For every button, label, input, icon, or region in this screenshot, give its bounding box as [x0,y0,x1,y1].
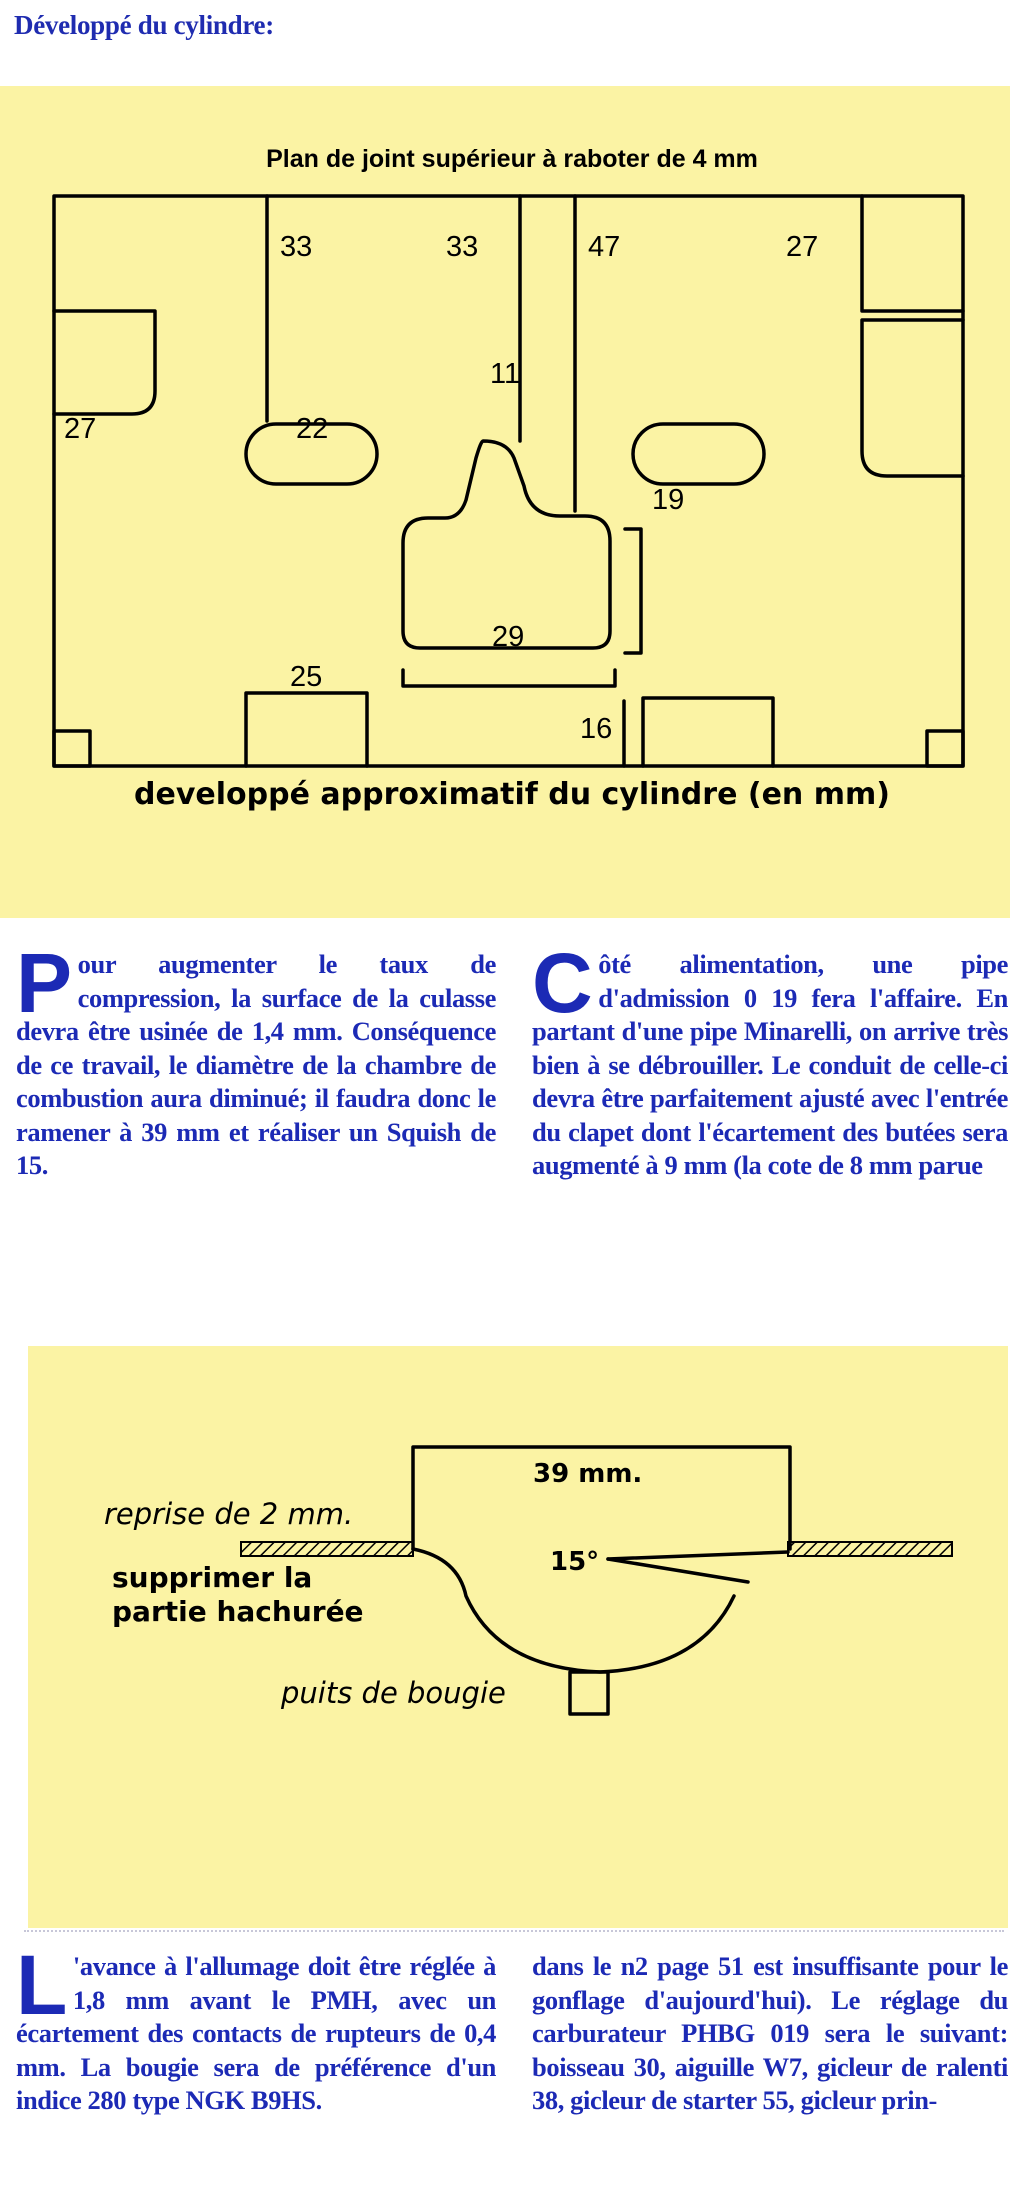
paragraph-alimentation-text: ôté alimentation, une pipe d'admission 0 19 fera l'affaire. En partant d'une pipe Minarelli, on arrive très bien à se débrouiller. Le conduit de celle-ci devra être parfaitement ajusté avec l'entrée du clapet dont l'écartement des butées sera augmenté à 9 mm (la cote de 8 mm parue [532,949,1008,1180]
bottom-caption: developpé approximatif du cylindre (en mm) [134,777,890,812]
spark-plug-well [570,1672,608,1714]
dropcap-c: C [532,936,593,1030]
hatched-strip-right [788,1542,952,1556]
squish-angle [608,1559,748,1582]
paragraph-allumage-text: 'avance à l'allumage doit être réglée à 1,8 mm avant le PMH, avec un écartement des contacts de rupteurs de 0,4 mm. La bougie sera de préférence d'un indice 280 type NGK B9HS. [16,1951,496,2115]
paragraph-compression-text: our augmenter le taux de compression, la surface de la culasse devra être usinée de 1,4 mm. Conséquence de ce travail, le diamètre de la chambre de combustion aura diminué; il faudra donc le ramener à 39 mm et réaliser un Squish de 15. [16,949,496,1180]
page-heading: Développé du cylindre: [14,10,274,40]
bottom-port-right [643,698,773,766]
dim-22: 22 [296,413,329,445]
dim-29: 29 [492,621,525,653]
chamber-diagram-panel [28,1346,1008,1928]
corner-box-right [927,731,963,766]
label-supprimer-2: partie hachurée [112,1595,364,1628]
dim-47: 47 [588,231,621,263]
dim-27-left: 27 [64,413,97,445]
paragraph-alimentation [532,936,1008,1183]
label-reprise: reprise de 2 mm. [104,1497,354,1531]
label-supprimer-1: supprimer la [112,1561,313,1594]
exhaust-port [403,441,610,648]
label-puits: puits de bougie [281,1676,506,1710]
bottom-port-25 [246,693,367,766]
right-upper-port [862,196,963,311]
dim-11: 11 [490,358,521,390]
dim-27-right: 27 [786,231,819,263]
dim-33a: 33 [280,231,313,263]
top-caption: Plan de joint supérieur à raboter de 4 mm [266,145,758,173]
slot-right [633,424,764,484]
cylinder-diagram [0,86,1010,918]
paragraph-carburateur [532,1950,1008,2118]
label-diameter: 39 mm. [533,1459,643,1489]
dropcap-p: P [16,936,72,1030]
cylinder-diagram-panel [0,86,1010,918]
label-angle: 15° [550,1547,600,1577]
paragraph-compression [16,936,496,1183]
dim-16: 16 [580,713,613,745]
bracket-29 [403,670,615,686]
dropcap-l: L [16,1938,67,2032]
squish-line [608,1552,788,1559]
bracket-19 [625,529,641,653]
paragraph-allumage [16,1938,496,2118]
left-transfer-port [54,311,155,414]
dim-19: 19 [652,484,685,516]
hatched-strip-left [241,1542,413,1556]
dim-25: 25 [290,661,323,693]
cylinder-outline [54,196,963,766]
right-transfer-port [862,320,963,476]
corner-box-left [54,731,90,766]
dim-33b: 33 [446,231,479,263]
dotted-divider [24,1930,1004,1932]
paragraph-carburateur-text: dans le n2 page 51 est insuffisante pour le gonflage d'aujourd'hui). Le réglage du carburateur PHBG 019 sera le suivant: boisseau 30, aiguille W7, gicleur de ralenti 38, gicleur de starter 55, gicleur prin- [532,1951,1008,2115]
chamber-diagram [28,1346,1008,1928]
